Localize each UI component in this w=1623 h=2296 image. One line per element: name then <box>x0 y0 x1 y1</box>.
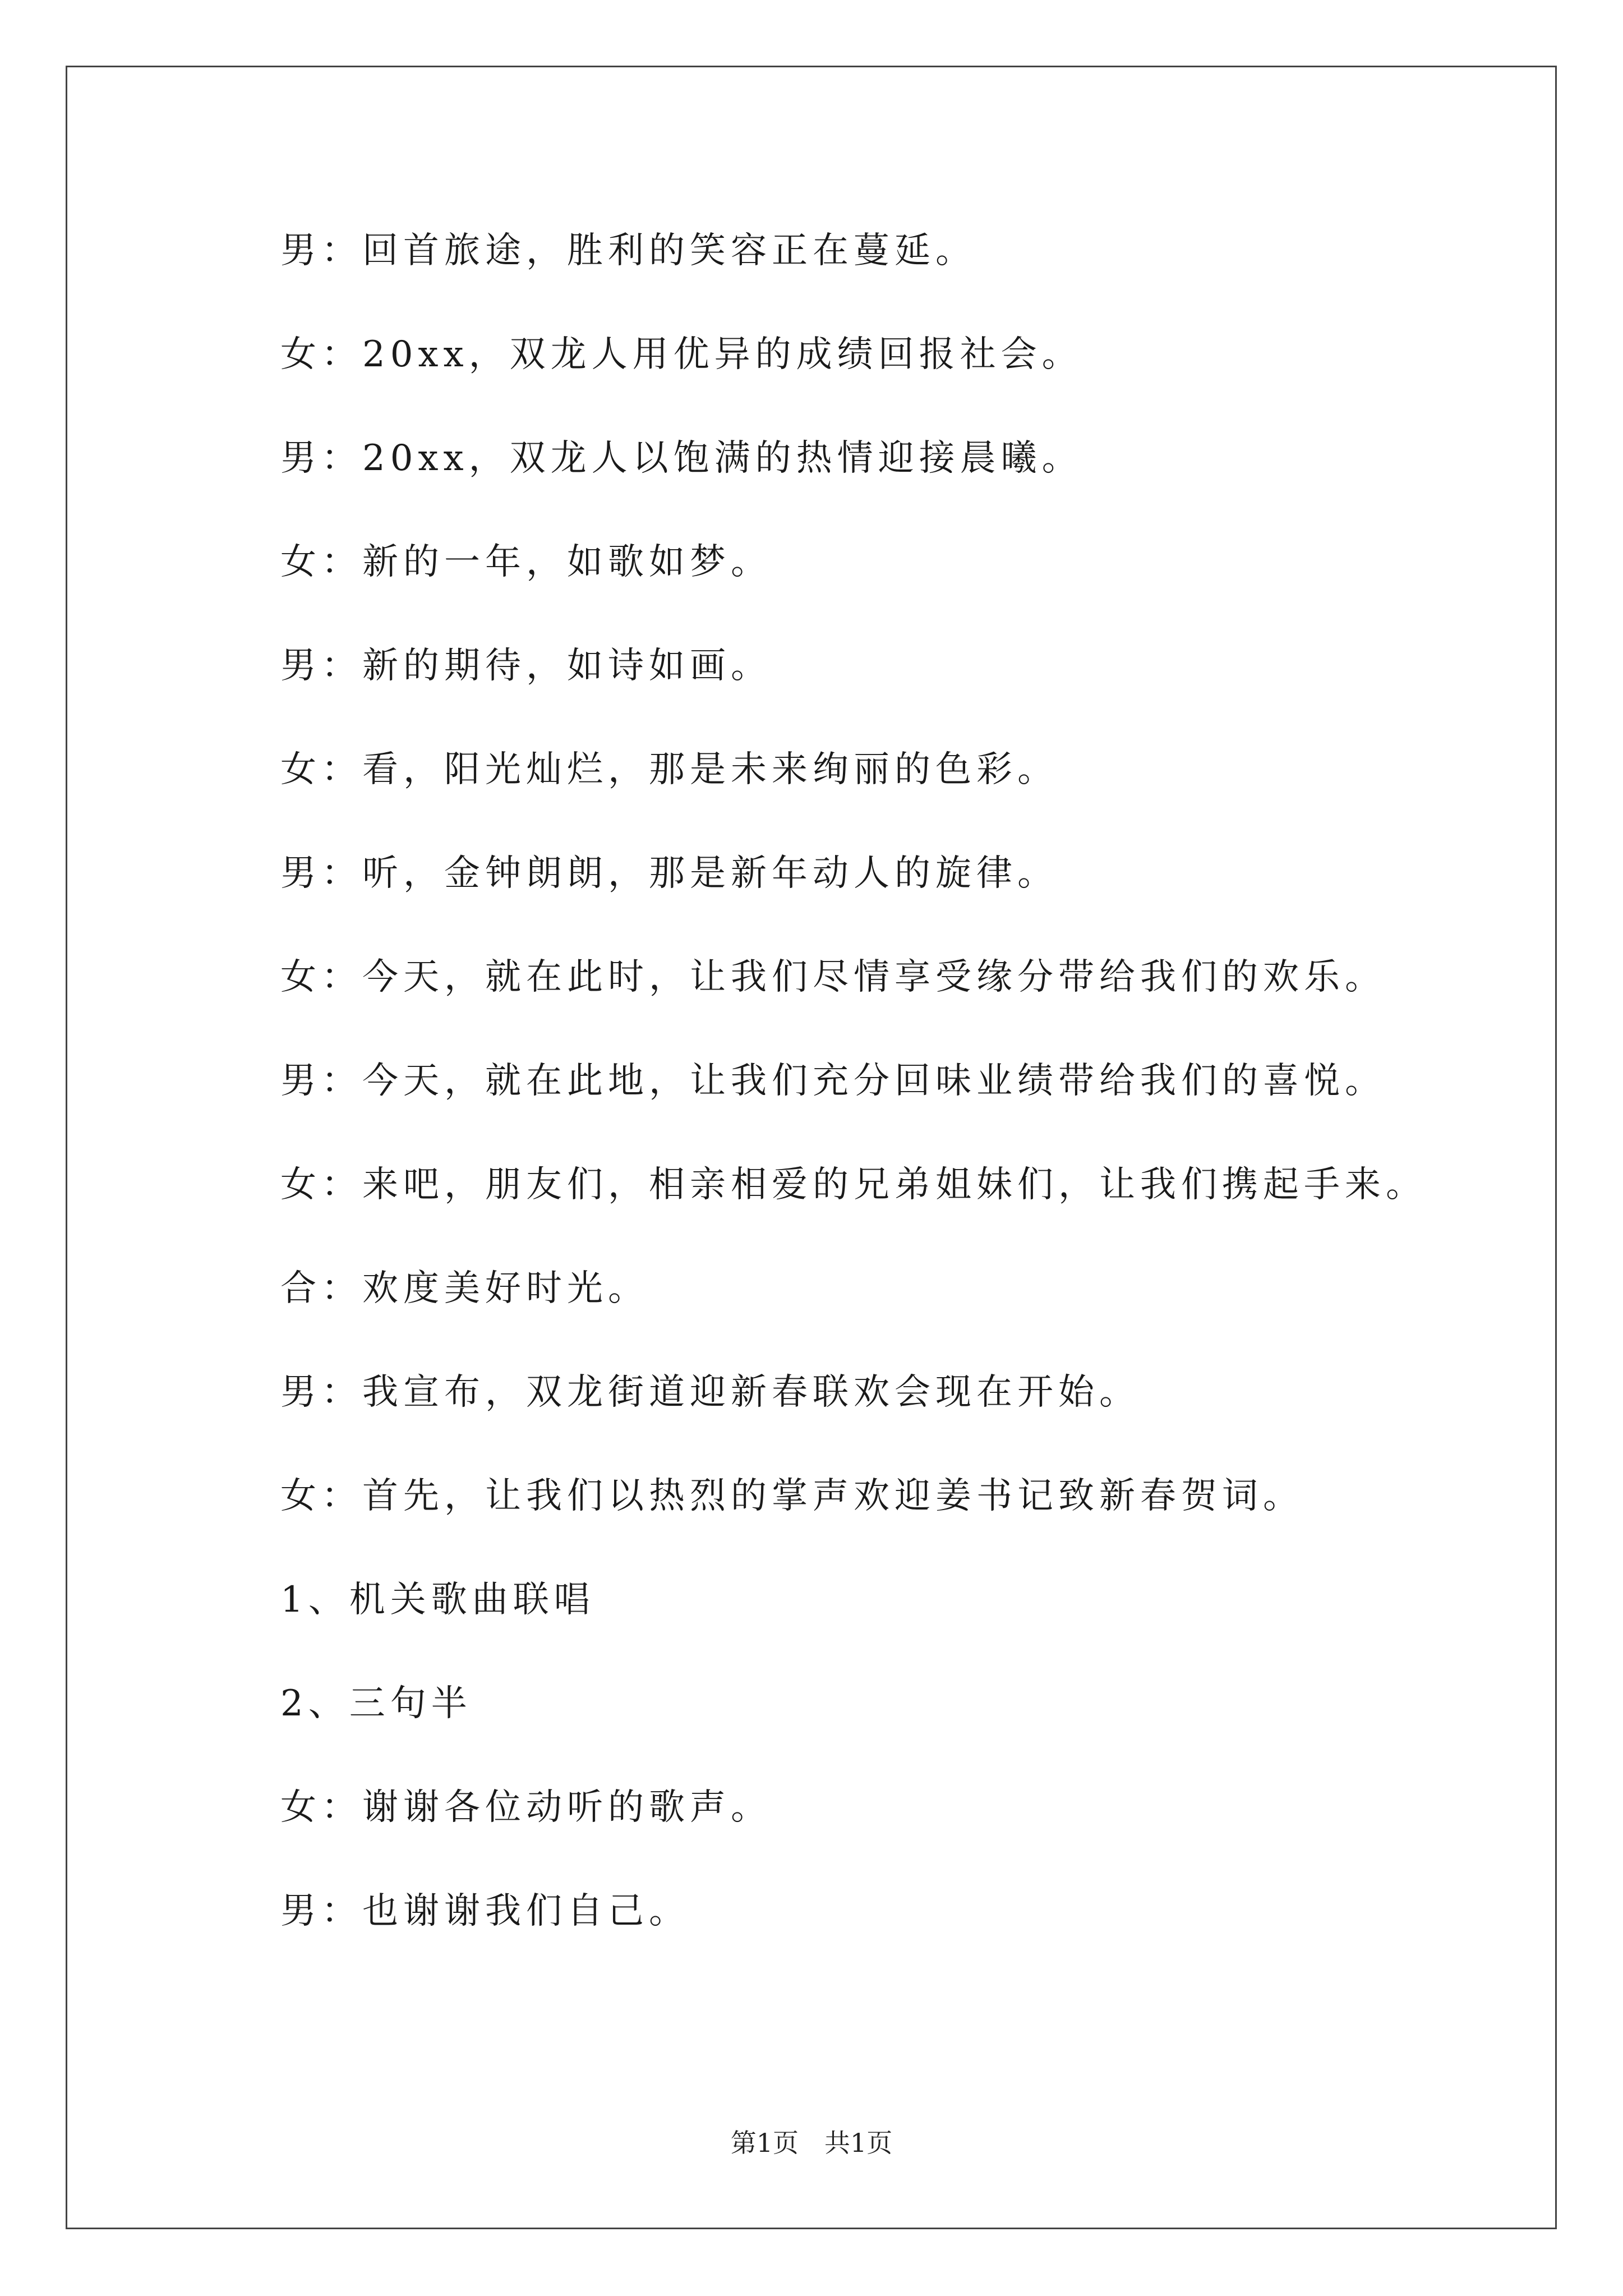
dialogue-line: 女：新的一年，如歌如梦。 <box>280 541 772 583</box>
page-footer <box>0 2130 1623 2156</box>
dialogue-line: 女：看，阳光灿烂，那是未来绚丽的色彩。 <box>280 749 1058 790</box>
dialogue-line: 合：欢度美好时光。 <box>280 1268 649 1309</box>
page-current: 第1页 <box>730 2128 799 2158</box>
dialogue-line: 男：也谢谢我们自己。 <box>280 1890 690 1932</box>
program-item: 2、三句半 <box>280 1683 472 1724</box>
program-item: 1、机关歌曲联唱 <box>280 1579 595 1621</box>
dialogue-line: 女：谢谢各位动听的歌声。 <box>280 1787 772 1828</box>
dialogue-line: 女：来吧，朋友们，相亲相爱的兄弟姐妹们，让我们携起手来。 <box>280 1164 1427 1205</box>
page-total: 共1页 <box>824 2128 893 2158</box>
dialogue-line: 男：回首旅途，胜利的笑容正在蔓延。 <box>280 230 976 272</box>
dialogue-line: 女：今天，就在此时，让我们尽情享受缘分带给我们的欢乐。 <box>280 956 1386 998</box>
dialogue-line: 男：听，金钟朗朗，那是新年动人的旋律。 <box>280 853 1058 894</box>
dialogue-line: 女：20xx，双龙人用优异的成绩回报社会。 <box>280 334 1083 375</box>
dialogue-line: 男：20xx，双龙人以饱满的热情迎接晨曦。 <box>280 438 1083 479</box>
dialogue-line: 女：首先，让我们以热烈的掌声欢迎姜书记致新春贺词。 <box>280 1475 1304 1517</box>
dialogue-line: 男：我宣布，双龙街道迎新春联欢会现在开始。 <box>280 1372 1140 1413</box>
dialogue-line: 男：新的期待，如诗如画。 <box>280 645 772 687</box>
dialogue-line: 男：今天，就在此地，让我们充分回味业绩带给我们的喜悦。 <box>280 1060 1386 1102</box>
